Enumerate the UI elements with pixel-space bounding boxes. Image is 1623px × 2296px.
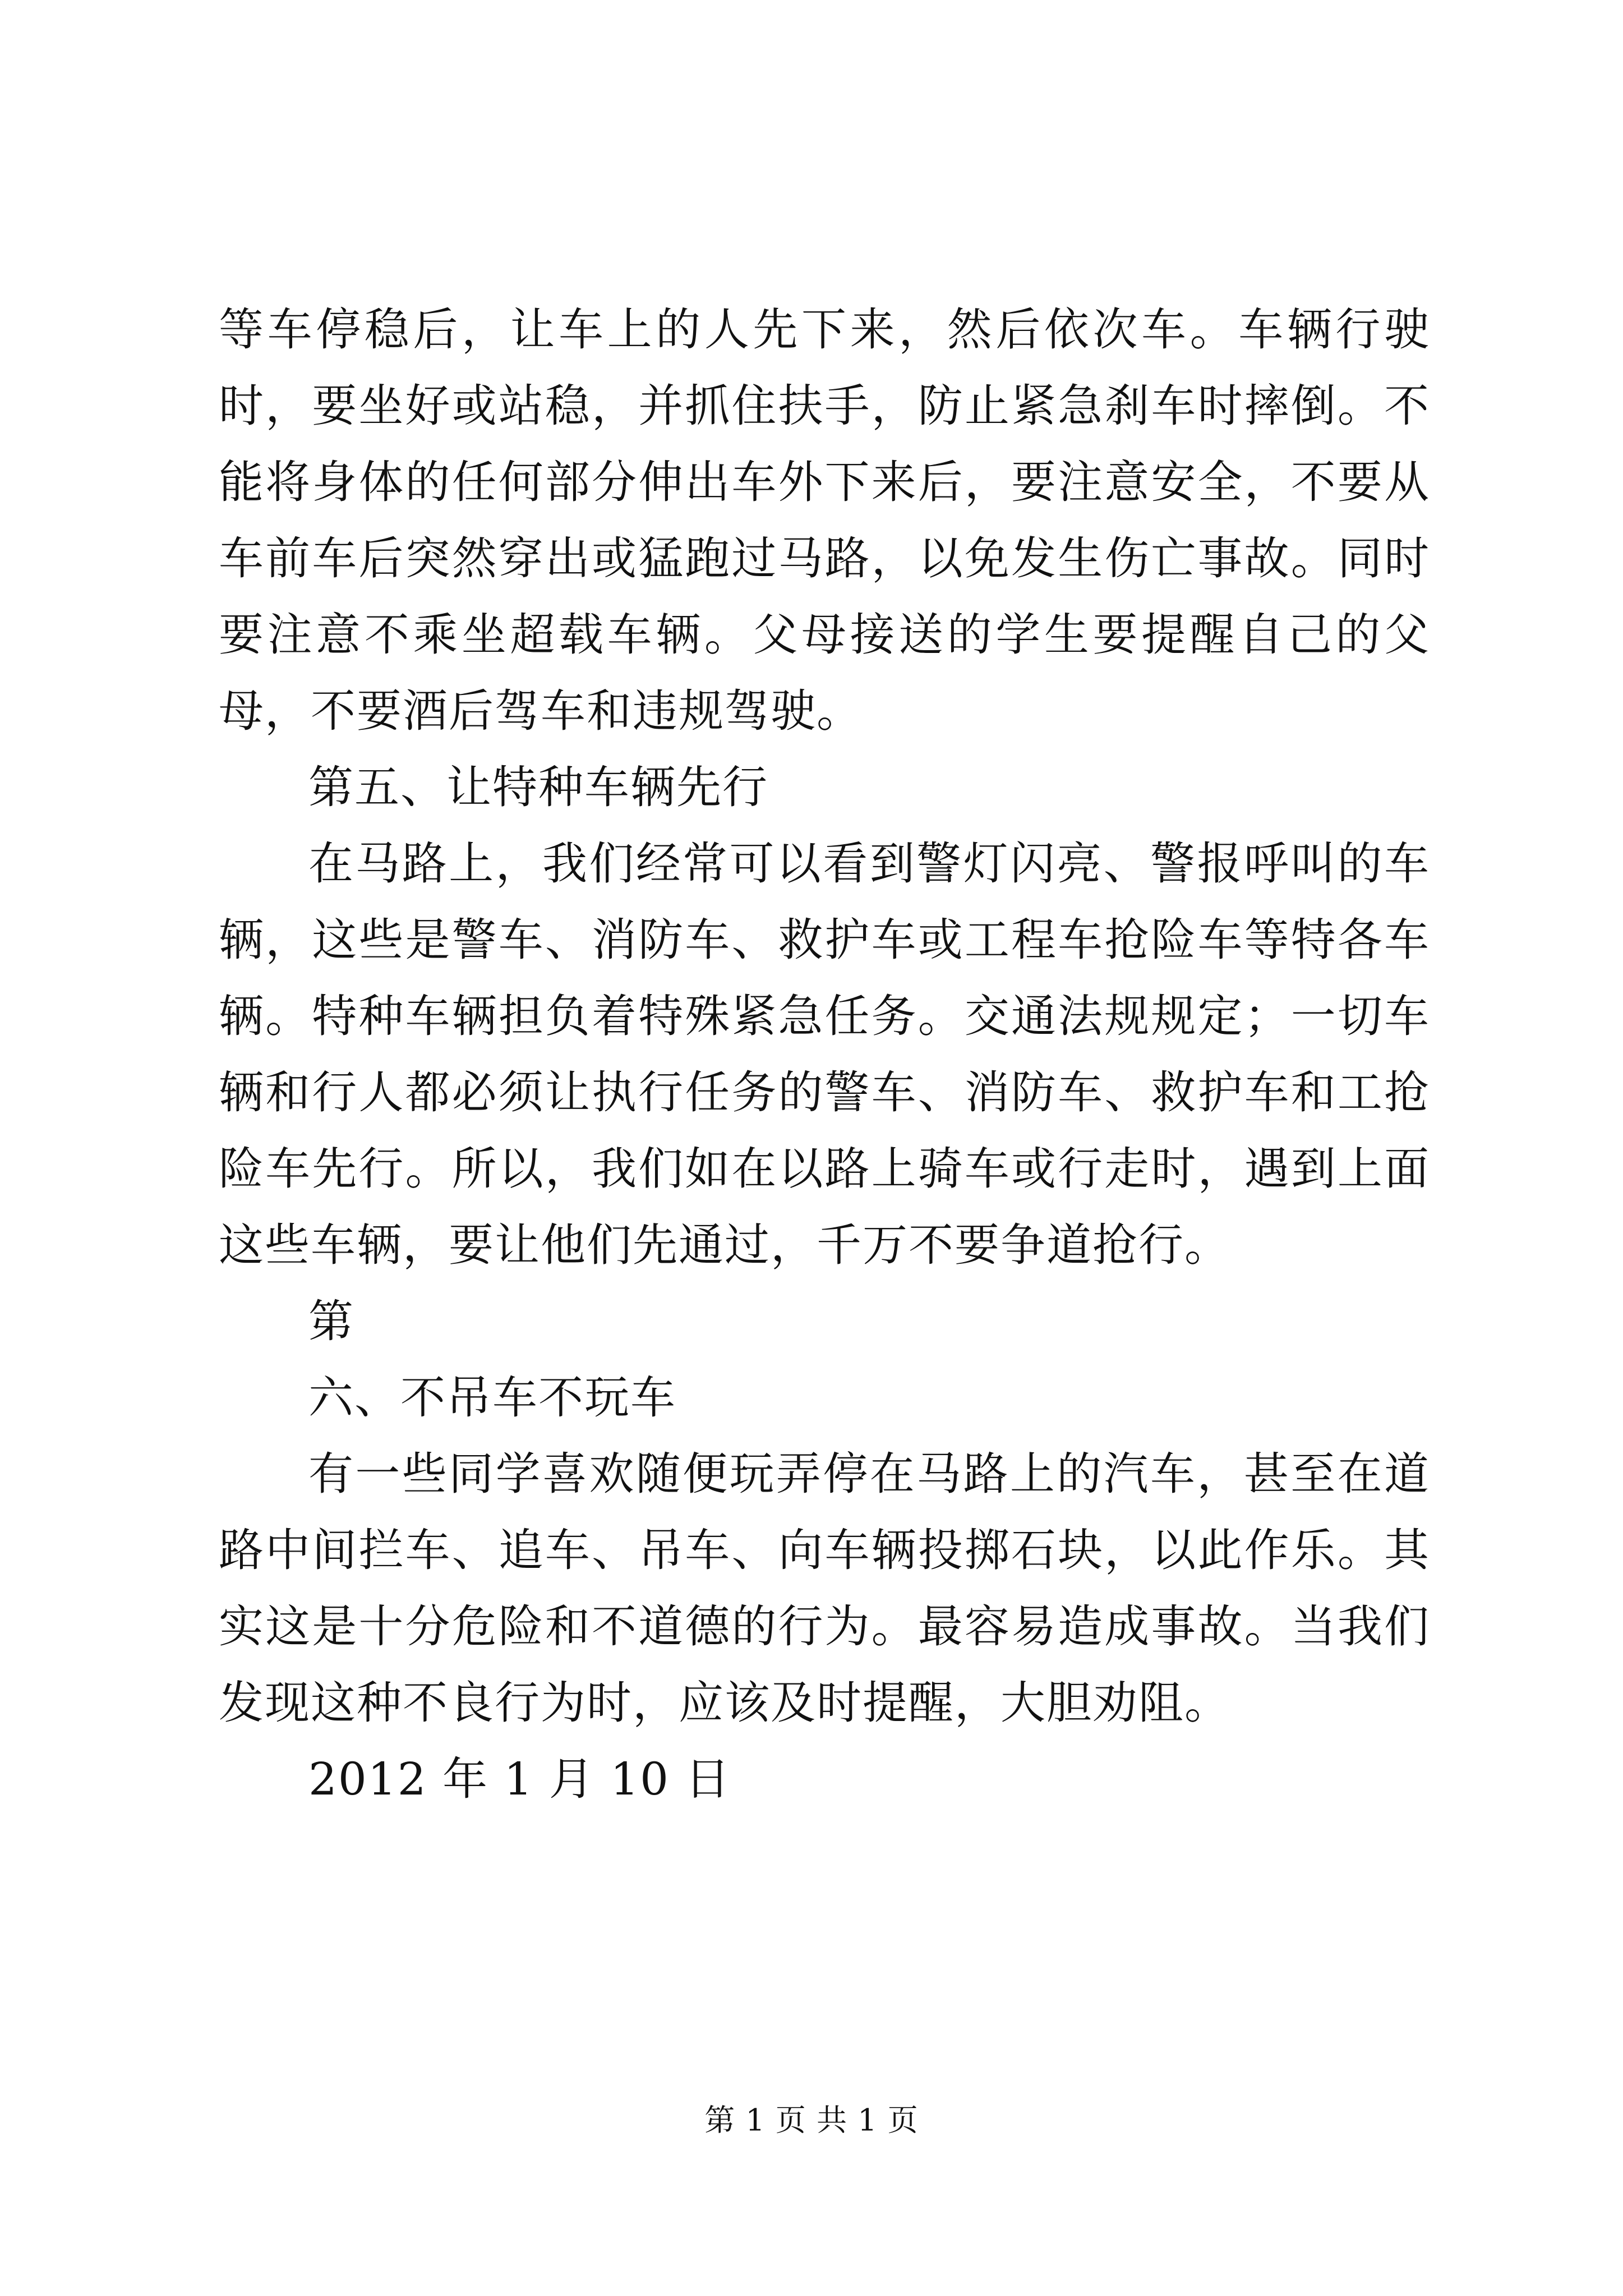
paragraph-boarding-safety: 等车停稳后，让车上的人先下来，然后依次车。车辆行驶时，要坐好或站稳，并抓住扶手，防止紧急刹车时摔倒。不能将身体的任何部分伸出车外下来后，要注意安全，不要从车前车后突然穿出或猛跑过马路，以免发生伤亡事故。同时要注意不乘坐超载车辆。父母接送的学生要提醒自己的父母，不要酒后驾车和违规驾驶。	[219, 303, 1430, 737]
page-footer	[0, 2101, 1623, 2140]
heading-no-hanging-on-vehicles: 六、不吊车不玩车	[308, 1372, 676, 1424]
page-number-label: 第 1 页 共 1 页	[704, 2102, 919, 2138]
heading-fragment-di: 第	[308, 1295, 354, 1347]
paragraph-special-vehicles: 在马路上，我们经常可以看到警灯闪亮、警报呼叫的车辆，这些是警车、消防车、救护车或工程车抢险车等特各车辆。特种车辆担负着特殊紧急任务。交通法规规定；一切车辆和行人都必须让执行任务的警车、消防车、救护车和工抢险车先行。所以，我们如在以路上骑车或行走时，遇到上面这些车辆，要让他们先通过，千万不要争道抢行。	[219, 838, 1430, 1271]
document-date: 2012 年 1 月 10 日	[308, 1753, 731, 1805]
heading-special-vehicles: 第五、让特种车辆先行	[308, 761, 768, 813]
paragraph-no-playing-with-vehicles: 有一些同学喜欢随便玩弄停在马路上的汽车，甚至在道路中间拦车、追车、吊车、向车辆投掷石块，以此作乐。其实这是十分危险和不道德的行为。最容易造成事故。当我们发现这种不良行为时，应该及时提醒，大胆劝阻。	[219, 1448, 1430, 1729]
document-body	[219, 292, 1430, 1818]
